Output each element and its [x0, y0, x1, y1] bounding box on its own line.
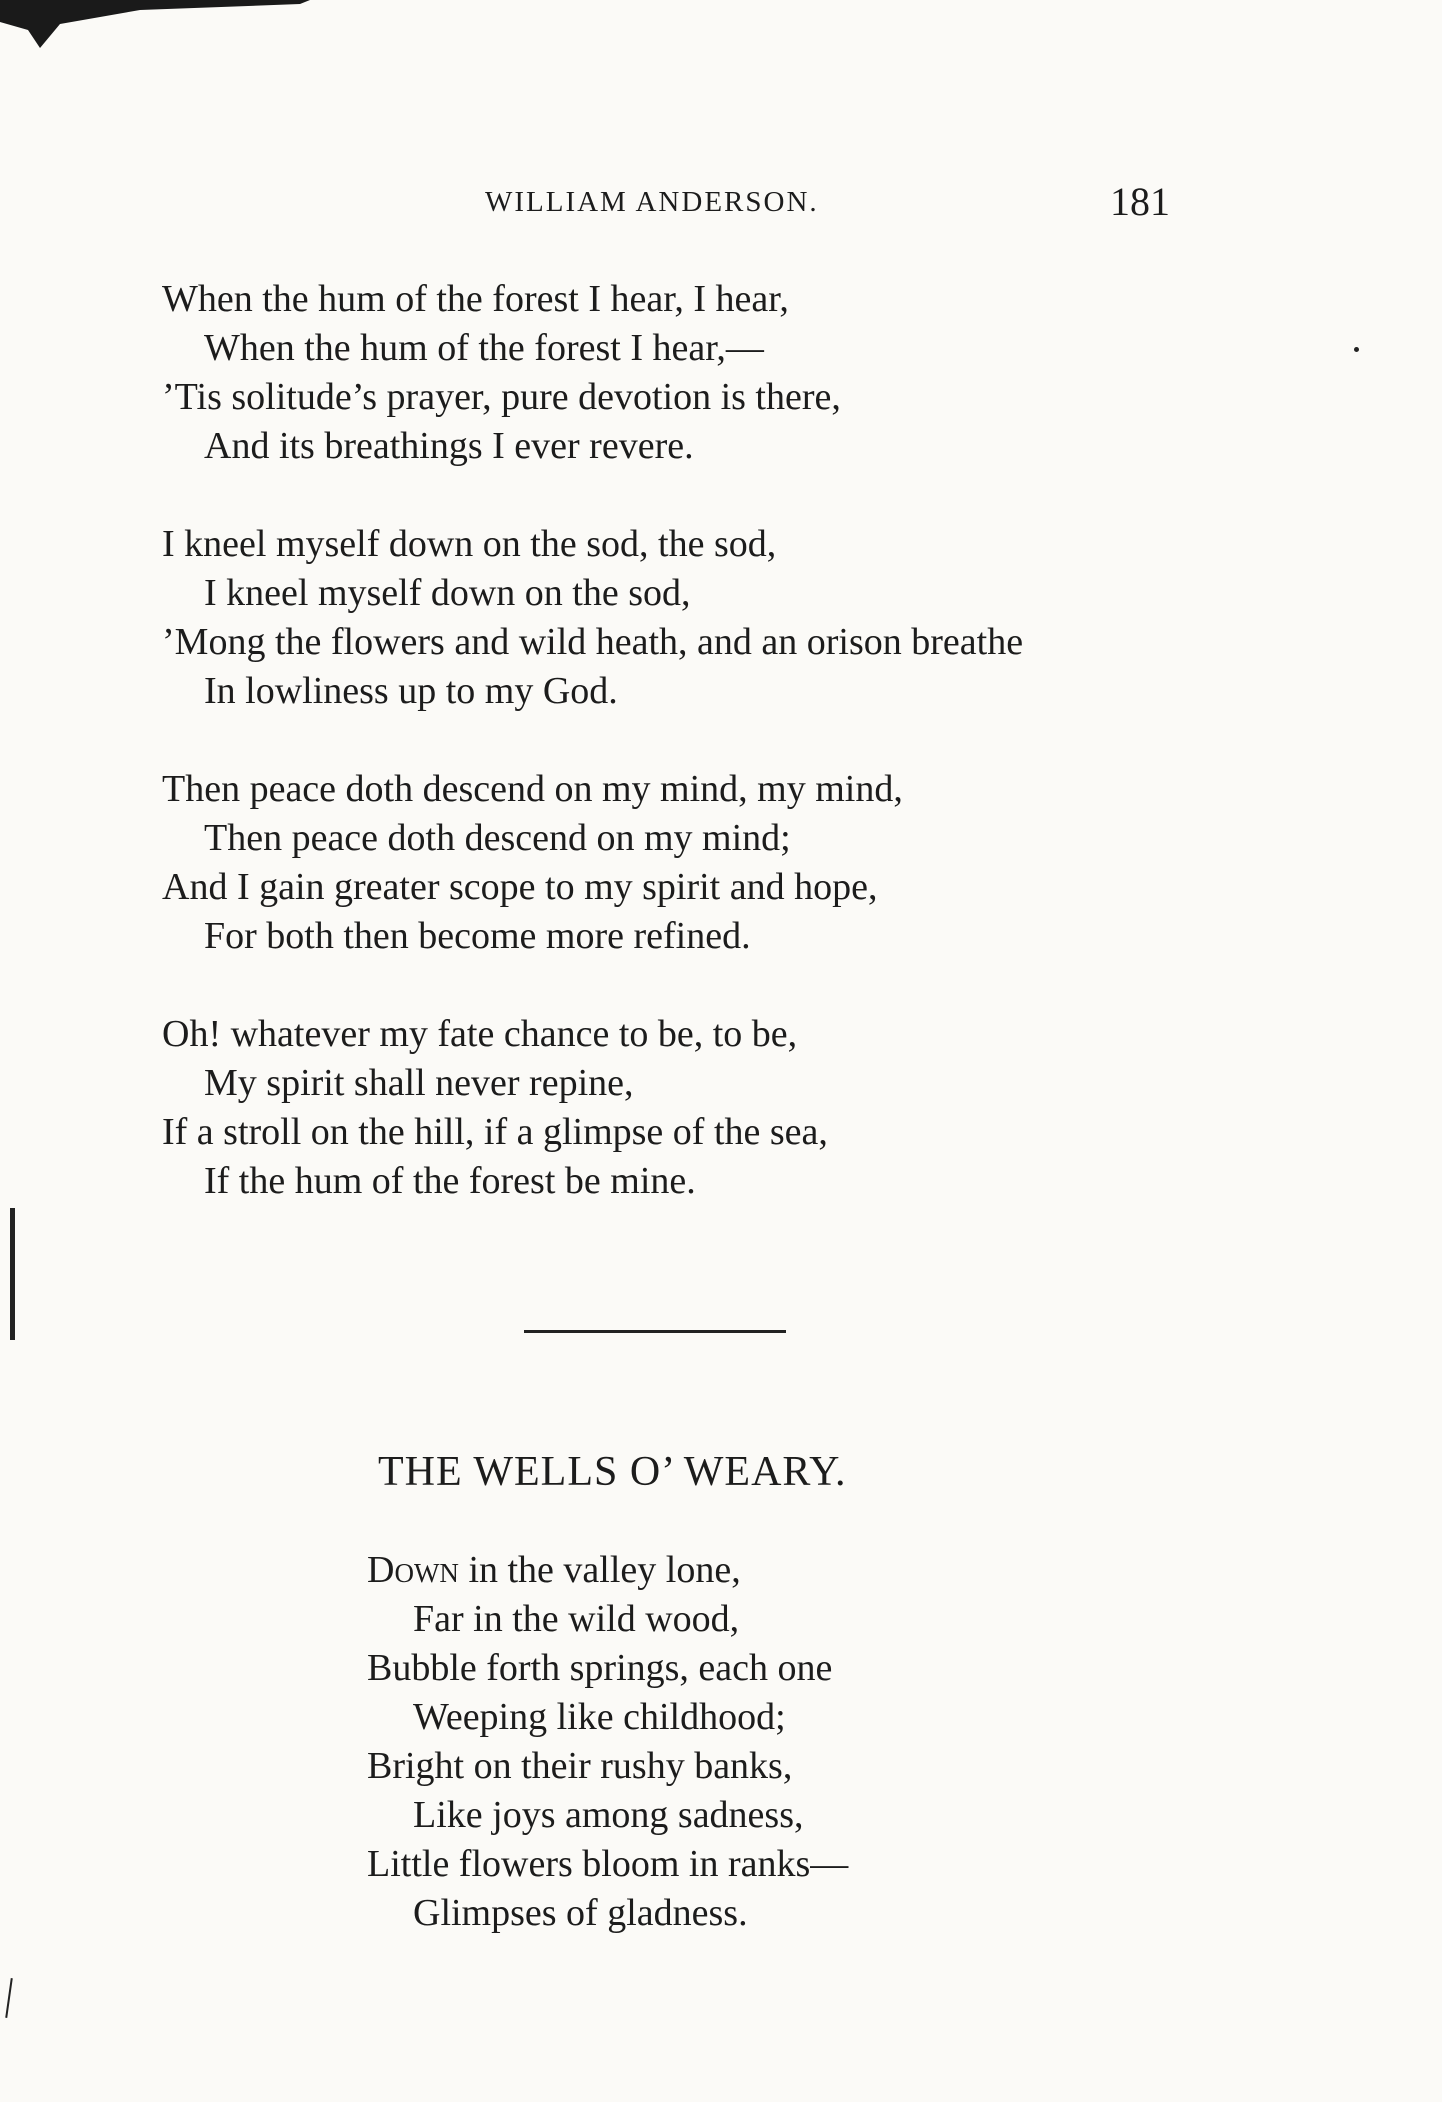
poem-line: Glimpses of gladness. — [413, 1892, 748, 1934]
poem-line: I kneel myself down on the sod, the sod, — [162, 523, 777, 565]
poem-line: Bright on their rushy banks, — [367, 1745, 793, 1787]
poem-line: My spirit shall never repine, — [204, 1062, 634, 1104]
poem-wells-o-weary — [367, 1546, 1067, 1938]
poem-line: Oh! whatever my fate chance to be, to be, — [162, 1013, 798, 1055]
page-header — [160, 178, 1170, 228]
drop-word: Down — [367, 1549, 459, 1591]
poem-line: When the hum of the forest I hear,— — [204, 327, 764, 369]
stanza-4 — [162, 1010, 1222, 1206]
poem-line: Then peace doth descend on my mind; — [204, 817, 791, 859]
stanza-3 — [162, 765, 1222, 961]
poem-line: ’Tis solitude’s prayer, pure devotion is there, — [162, 376, 841, 418]
first-line-rest: in the valley lone, — [458, 1549, 741, 1591]
poem-line: Weeping like childhood; — [413, 1696, 786, 1738]
poem-line: And its breathings I ever revere. — [204, 425, 694, 467]
poem-title: THE WELLS O’ WEARY. — [378, 1449, 847, 1495]
page-number: 181 — [1110, 179, 1170, 224]
poem-line: ’Mong the flowers and wild heath, and an orison breathe — [162, 621, 1024, 663]
poem-line: Bubble forth springs, each one — [367, 1647, 833, 1689]
poem-line — [367, 1546, 1067, 1595]
poem-line: For both then become more refined. — [204, 915, 751, 957]
scan-mark-left — [10, 1208, 15, 1340]
poem-line: Far in the wild wood, — [413, 1598, 740, 1640]
poem-line: Little flowers bloom in ranks— — [367, 1843, 849, 1885]
poem-line: If the hum of the forest be mine. — [204, 1160, 696, 1202]
poem-line: Then peace doth descend on my mind, my mind, — [162, 768, 903, 810]
stanza-1 — [162, 275, 1222, 471]
poem-line: When the hum of the forest I hear, I hear, — [162, 278, 789, 320]
poem-continuation — [162, 275, 1222, 1255]
poem-line: If a stroll on the hill, if a glimpse of the sea, — [162, 1111, 828, 1153]
scan-dot-right — [1354, 347, 1359, 352]
section-divider — [524, 1330, 786, 1333]
poem-line: In lowliness up to my God. — [204, 670, 618, 712]
poem-line: And I gain greater scope to my spirit and hope, — [162, 866, 878, 908]
ink-smudge-top-left — [0, 0, 330, 60]
scan-mark-bottom-left — [5, 1978, 13, 2018]
poem-line: I kneel myself down on the sod, — [204, 572, 691, 614]
poem-line: Like joys among sadness, — [413, 1794, 804, 1836]
running-head: WILLIAM ANDERSON. — [485, 186, 819, 218]
stanza-2 — [162, 520, 1222, 716]
